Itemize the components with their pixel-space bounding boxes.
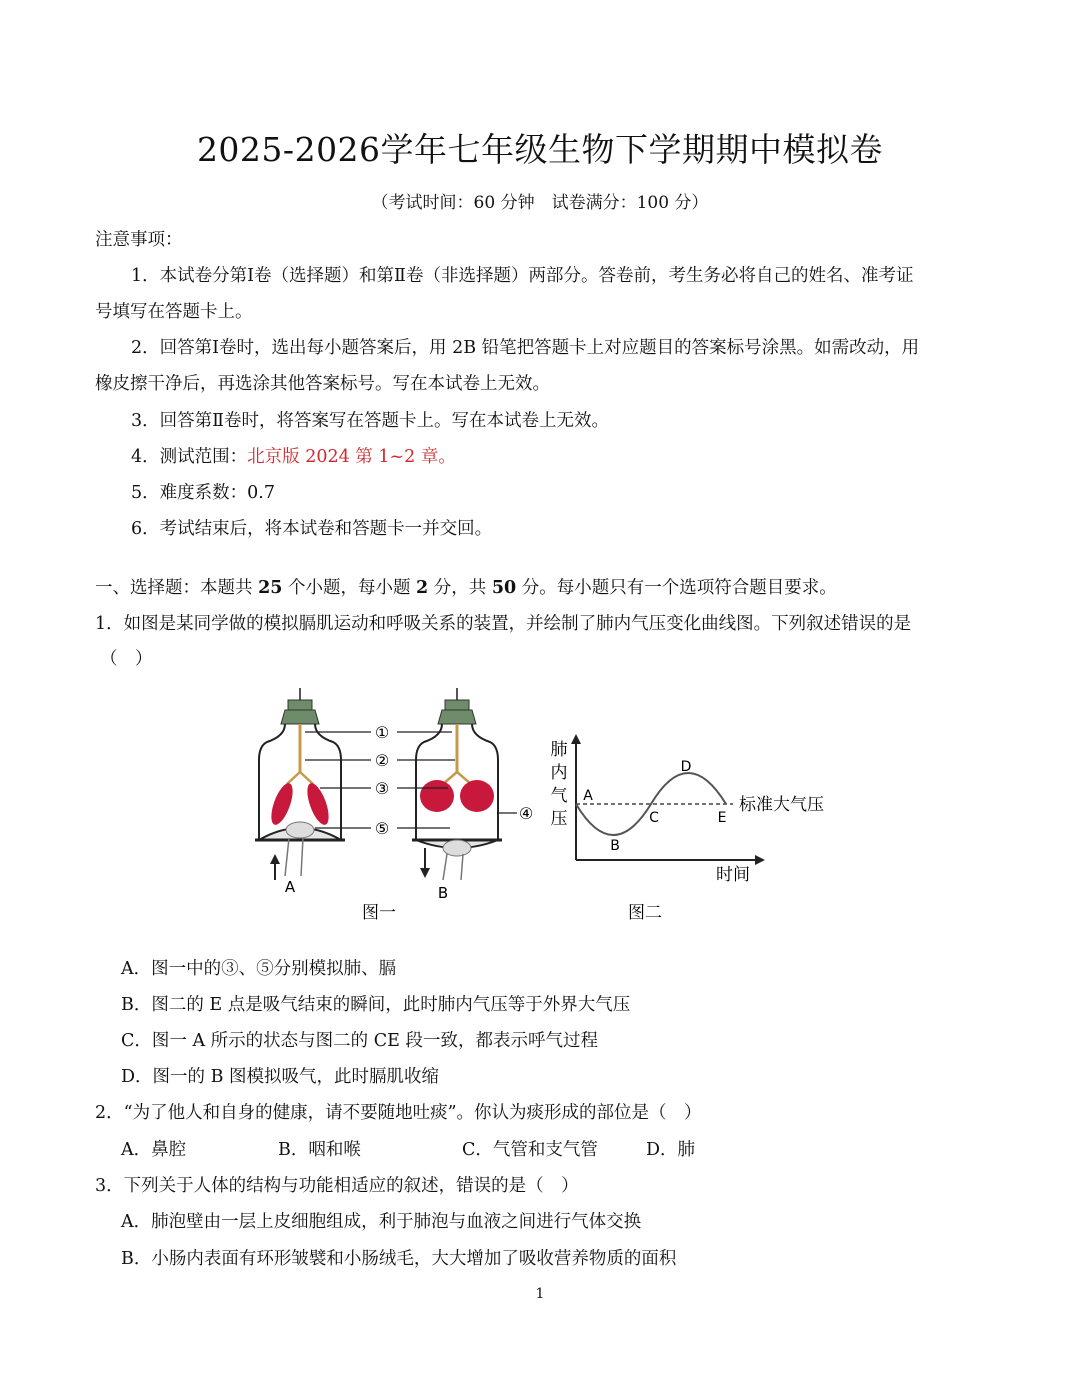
q1-answer-paren: （ ） — [100, 649, 153, 669]
q3-option-a: A．肺泡壁由一层上皮细胞组成，利于肺泡与血液之间进行气体交换 — [121, 1212, 642, 1232]
label-5: ⑤ — [374, 819, 390, 838]
label-1: ① — [374, 723, 390, 742]
note-2: 2．回答第Ⅰ卷时，选出每小题答案后，用 2B 铅笔把答题卡上对应题目的答案标号涂黑。如需改动，用 — [131, 338, 920, 358]
jar-2-apparatus — [412, 688, 502, 880]
point-d: D — [680, 759, 692, 775]
notes-heading: 注意事项： — [95, 230, 183, 250]
q1-stem: 1．如图是某同学做的模拟膈肌运动和呼吸关系的装置，并绘制了肺内气压变化曲线图。下列叙述错误的是 — [95, 614, 912, 634]
y-axis-char: 压 — [550, 809, 568, 829]
fig1-caption: 图一 — [362, 903, 396, 923]
y-axis-char: 气 — [550, 786, 568, 806]
q1-option-d: D．图一的 B 图模拟吸气，此时膈肌收缩 — [121, 1067, 440, 1087]
note-1: 1．本试卷分第Ⅰ卷（选择题）和第Ⅱ卷（非选择题）两部分。答卷前，考生务必将自己的姓名、准考证 — [131, 266, 914, 286]
label-3: ③ — [374, 779, 390, 798]
section-heading: 一、选择题：本题共 25 个小题，每小题 2 分，共 50 分。每小题只有一个选项符合题目要求。 — [95, 578, 837, 598]
note-5: 5．难度系数：0.7 — [131, 483, 275, 503]
q3-option-b: B．小肠内表面有环形皱襞和小肠绒毛，大大增加了吸收营养物质的面积 — [121, 1249, 677, 1269]
q2-option-d: D．肺 — [646, 1140, 696, 1160]
state-b-label: B — [437, 884, 449, 902]
fig2-caption: 图二 — [628, 903, 662, 923]
reference-label: 标准大气压 — [739, 795, 824, 815]
y-axis-char: 肺 — [550, 740, 568, 760]
note-1-cont: 号填写在答题卡上。 — [95, 302, 253, 322]
point-e: E — [717, 810, 727, 826]
q1-option-a: A．图一中的③、⑤分别模拟肺、膈 — [121, 959, 397, 979]
q2-option-a: A．鼻腔 — [121, 1140, 187, 1160]
label-4: ④ — [518, 804, 534, 823]
q1-option-b: B．图二的 E 点是吸气结束的瞬间，此时肺内气压等于外界大气压 — [121, 995, 631, 1015]
q1-figure — [245, 680, 855, 945]
q3-stem: 3．下列关于人体的结构与功能相适应的叙述，错误的是（ ） — [95, 1176, 579, 1196]
note-3: 3．回答第Ⅱ卷时，将答案写在答题卡上。写在本试卷上无效。 — [131, 411, 610, 431]
x-axis-label: 时间 — [716, 865, 750, 885]
y-axis-char: 内 — [550, 763, 568, 783]
q2-option-b: B．咽和喉 — [278, 1140, 361, 1160]
note-4: 4．测试范围：北京版 2024 第 1~2 章。 — [131, 447, 456, 467]
point-b: B — [610, 838, 620, 854]
q1-option-c: C．图一 A 所示的状态与图二的 CE 段一致，都表示呼气过程 — [121, 1031, 598, 1051]
q2-stem: 2．“为了他人和自身的健康，请不要随地吐痰”。你认为痰形成的部位是（ ） — [95, 1103, 702, 1123]
test-scope: 北京版 2024 第 1~2 章。 — [247, 447, 456, 467]
note-6: 6．考试结束后，将本试卷和答题卡一并交回。 — [131, 519, 493, 539]
point-c: C — [649, 810, 659, 826]
note-2-cont: 橡皮擦干净后，再选涂其他答案标号。写在本试卷上无效。 — [95, 374, 550, 394]
jar-1-apparatus — [255, 688, 345, 880]
state-a-label: A — [284, 878, 296, 896]
q2-option-c: C．气管和支气管 — [462, 1140, 598, 1160]
page-title: 2025-2026学年七年级生物下学期期中模拟卷 — [196, 130, 884, 169]
page-number: 1 — [535, 1286, 545, 1302]
label-2: ② — [374, 751, 390, 770]
point-a: A — [583, 788, 593, 804]
pressure-graph — [571, 734, 765, 865]
exam-info: （考试时间：60 分钟 试卷满分：100 分） — [371, 193, 709, 213]
